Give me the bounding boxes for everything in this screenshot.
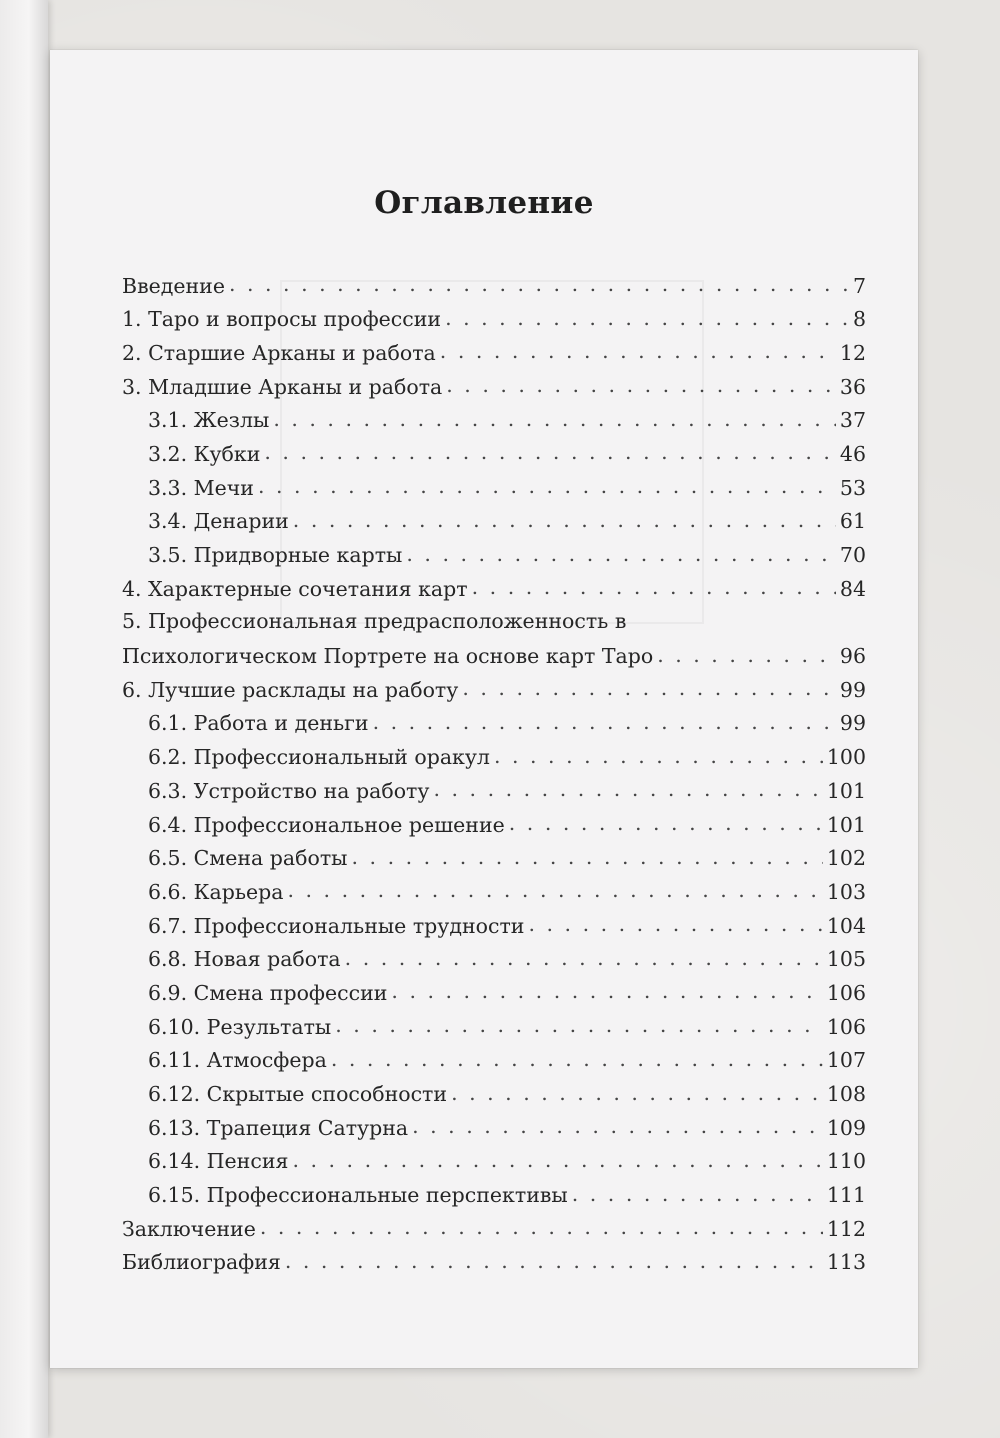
toc-entry-label: 5. Профессиональная предрасположенность в: [122, 608, 627, 633]
toc-entry-label: 6. Лучшие расклады на работу: [122, 677, 459, 702]
toc-leader-dots: [494, 744, 823, 765]
toc-entry-label: 6.15. Профессиональные перспективы: [148, 1183, 568, 1208]
toc-leader-dots: [572, 1182, 823, 1203]
left-page-edge: [0, 0, 48, 1438]
toc-page-number: 12: [839, 340, 866, 365]
toc-entry-label: 6.10. Результаты: [148, 1014, 332, 1039]
toc-row: [122, 710, 866, 744]
toc-entry-label: 6.9. Смена профессии: [148, 980, 388, 1005]
toc-leader-dots: [285, 1249, 823, 1270]
toc-entry-label: 6.2. Профессиональный оракул: [148, 745, 490, 770]
toc-row: [122, 609, 866, 643]
toc-leader-dots: [331, 1047, 823, 1068]
toc-page-number: 96: [839, 644, 866, 669]
toc-entry-label: 6.11. Атмосфера: [148, 1048, 327, 1073]
toc-page-number: 36: [839, 374, 866, 399]
toc-row: [122, 979, 866, 1013]
toc-row: [122, 508, 866, 542]
toc-entry-label: 3.2. Кубки: [148, 441, 261, 466]
toc-leader-dots: [352, 845, 823, 866]
toc-entry-label: 3.3. Мечи: [148, 475, 254, 500]
toc-leader-dots: [292, 1148, 822, 1169]
toc-page-number: 61: [839, 509, 866, 534]
toc-leader-dots: [335, 1013, 823, 1034]
toc-page-number: 108: [826, 1082, 866, 1106]
toc-row: [122, 542, 866, 576]
toc-leader-dots: [440, 339, 836, 360]
toc-row: [122, 1249, 866, 1283]
toc-page-number: 101: [826, 778, 866, 803]
toc-leader-dots: [406, 542, 836, 563]
toc-page-number: 7: [852, 273, 866, 298]
toc-entry-label: 3. Младшие Арканы и работа: [122, 374, 443, 399]
toc-leader-dots: [287, 878, 822, 899]
toc-row: [122, 407, 866, 441]
toc-leader-dots: [273, 407, 836, 428]
toc-row: [122, 272, 866, 306]
toc-page-number: 105: [826, 947, 866, 972]
toc-page-number: 84: [839, 576, 866, 601]
toc-page-number: 8: [852, 307, 866, 332]
toc-row: [122, 474, 866, 508]
toc-leader-dots: [293, 508, 836, 529]
toc-entry-label: Введение: [122, 273, 225, 298]
book-page: [50, 50, 918, 1368]
toc-leader-dots: [345, 946, 823, 967]
toc-entry-label: 4. Характерные сочетания карт: [122, 576, 468, 601]
toc-leader-dots: [472, 575, 836, 596]
toc-page-number: 112: [826, 1216, 866, 1241]
toc-entry-label: 3.1. Жезлы: [148, 408, 270, 433]
toc-page-number: 107: [826, 1048, 866, 1073]
toc-entry-label: 3.4. Денарии: [148, 509, 289, 534]
toc-page-number: 104: [826, 913, 866, 938]
toc-row: [122, 1182, 866, 1216]
toc-entry-label: 2. Старшие Арканы и работа: [122, 340, 436, 365]
toc-entry-label: Заключение: [122, 1216, 256, 1241]
toc-row: [122, 1148, 866, 1182]
toc-entry-label: 6.13. Трапеция Сатурна: [148, 1115, 409, 1140]
toc-row: [122, 575, 866, 609]
page-title: Оглавление: [374, 185, 594, 221]
toc-page-number: 99: [839, 677, 866, 702]
toc-entry-label: 6.3. Устройство на работу: [148, 778, 430, 803]
toc-row: [122, 676, 866, 710]
toc-leader-dots: [446, 373, 836, 394]
toc-entry-label: 6.12. Скрытые способности: [148, 1082, 448, 1106]
toc-leader-dots: [445, 306, 849, 327]
toc-leader-dots: [229, 272, 849, 293]
toc-row: [122, 912, 866, 946]
toc-row: [122, 878, 866, 912]
table-of-contents: [122, 272, 866, 1283]
toc-page-number: 103: [826, 879, 866, 904]
toc-page-number: 110: [826, 1149, 866, 1174]
toc-leader-dots: [258, 474, 836, 495]
toc-page-number: 113: [826, 1250, 866, 1275]
toc-entry-label: 6.1. Работа и деньги: [148, 711, 369, 736]
toc-page-number: 109: [826, 1115, 866, 1140]
toc-leader-dots: [373, 710, 836, 731]
toc-leader-dots: [412, 1114, 823, 1135]
toc-row: [122, 1013, 866, 1047]
toc-page-number: 111: [826, 1183, 866, 1208]
toc-page-number: 102: [826, 846, 866, 871]
toc-row: [122, 440, 866, 474]
toc-leader-dots: [433, 777, 822, 798]
toc-page-number: 101: [826, 812, 866, 837]
toc-leader-dots: [528, 912, 822, 933]
toc-entry-label: 6.4. Профессиональное решение: [148, 812, 505, 837]
toc-entry-label: 1. Таро и вопросы профессии: [122, 307, 442, 332]
toc-row: [122, 339, 866, 373]
toc-row: [122, 811, 866, 845]
toc-row: [122, 306, 866, 340]
toc-row: [122, 373, 866, 407]
toc-page-number: 99: [839, 711, 866, 736]
toc-row: [122, 744, 866, 778]
toc-entry-label: 6.14. Пенсия: [148, 1149, 289, 1174]
toc-leader-dots: [264, 440, 836, 461]
toc-page-number: 106: [826, 1014, 866, 1039]
toc-row: [122, 946, 866, 980]
toc-page-number: 100: [826, 745, 866, 770]
toc-page-number: 37: [839, 408, 866, 433]
toc-row: [122, 1215, 866, 1249]
toc-entry-label: 6.7. Профессиональные трудности: [148, 913, 525, 938]
toc-page-number: 70: [839, 543, 866, 567]
toc-leader-dots: [509, 811, 823, 832]
toc-entry-label: 6.5. Смена работы: [148, 846, 348, 871]
toc-leader-dots: [657, 643, 836, 664]
toc-entry-label: Психологическом Портрете на основе карт Таро: [122, 644, 654, 669]
toc-leader-dots: [451, 1081, 823, 1102]
toc-row: [122, 643, 866, 677]
toc-row: [122, 1114, 866, 1148]
toc-entry-label: 6.6. Карьера: [148, 879, 284, 904]
toc-page-number: 53: [839, 475, 866, 500]
toc-entry-label: 6.8. Новая работа: [148, 947, 341, 972]
toc-row: [122, 1047, 866, 1081]
toc-entry-label: 3.5. Придворные карты: [148, 543, 403, 567]
toc-page-number: 46: [839, 441, 866, 466]
toc-leader-dots: [260, 1215, 823, 1236]
toc-row: [122, 777, 866, 811]
toc-leader-dots: [462, 676, 836, 697]
toc-page-number: 106: [826, 980, 866, 1005]
toc-leader-dots: [391, 979, 822, 1000]
toc-row: [122, 1081, 866, 1115]
toc-row: [122, 845, 866, 879]
toc-entry-label: Библиография: [122, 1250, 281, 1275]
